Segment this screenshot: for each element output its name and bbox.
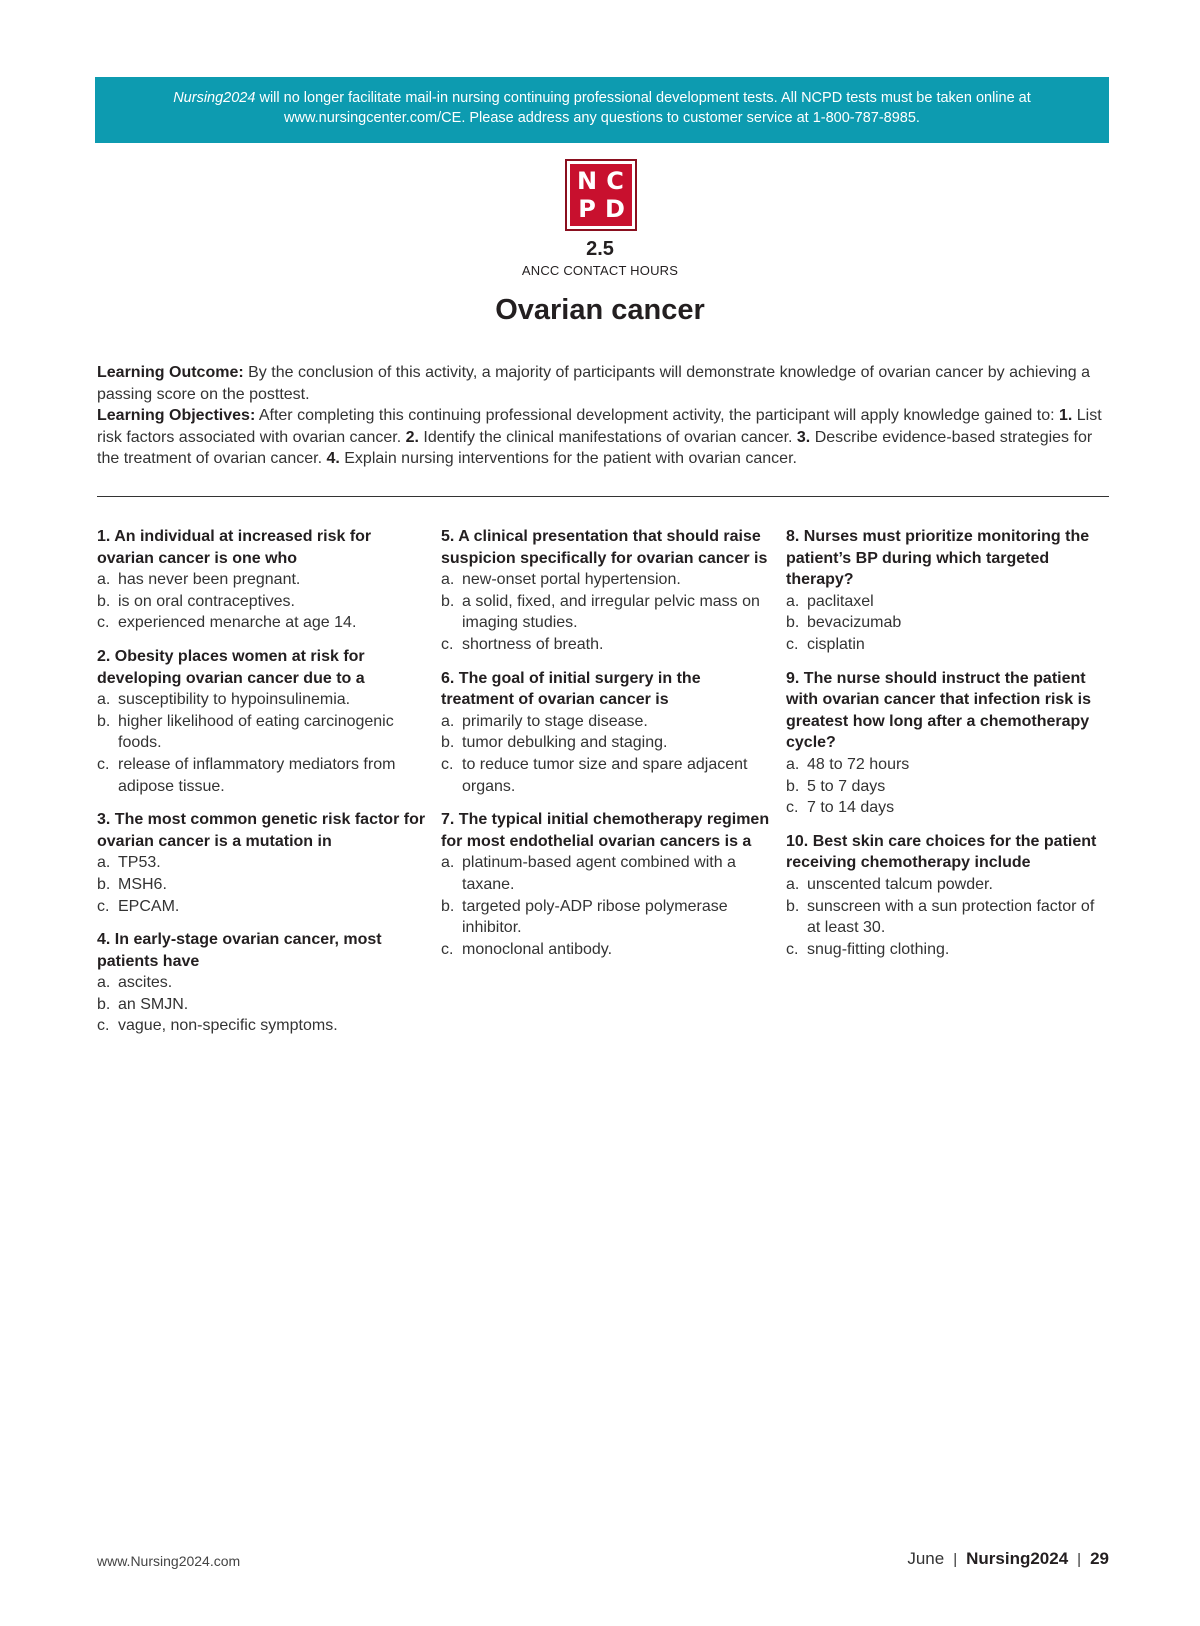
option-letter: a. — [786, 755, 800, 773]
option-letter: c. — [97, 755, 110, 773]
answer-option — [786, 797, 1111, 819]
answer-option — [786, 754, 1111, 776]
answer-option — [97, 896, 427, 918]
question-column-2 — [441, 526, 771, 972]
question-stem: 9. The nurse should instruct the patient with ovarian cancer that infection risk is greatest how long after a chemotherapy cycle? — [786, 669, 1091, 752]
answer-option — [786, 634, 1111, 656]
option-letter: c. — [441, 635, 454, 653]
option-letter: c. — [97, 614, 110, 632]
option-text: 48 to 72 hours — [807, 755, 910, 773]
footer-separator: | — [953, 1550, 958, 1568]
banner-text: will no longer facilitate mail-in nursing continuing professional development tests. All NCPD tests must be taken online at www.nursingcenter.com/CE. Please address any questions to customer service at 1-800-787-8985. — [255, 90, 1031, 126]
question-column-3 — [786, 526, 1111, 972]
option-letter: a. — [786, 875, 800, 893]
answer-option — [441, 732, 771, 754]
option-letter: b. — [441, 734, 455, 752]
question-stem: 5. A clinical presentation that should raise suspicion specifically for ovarian cancer is — [441, 528, 768, 567]
objective-text: Identify the clinical manifestations of ovarian cancer. — [418, 428, 797, 446]
option-text: 7 to 14 days — [807, 799, 895, 817]
objective-number: 2. — [405, 428, 419, 446]
footer-publication: Nursing2024 — [966, 1549, 1069, 1568]
option-text: susceptibility to hypoinsulinemia. — [118, 691, 351, 709]
answer-option — [786, 591, 1111, 613]
option-text: tumor debulking and staging. — [462, 734, 668, 752]
option-text: experienced menarche at age 14. — [118, 614, 357, 632]
option-text: platinum-based agent combined with a taxane. — [462, 854, 736, 893]
option-letter: a. — [97, 974, 111, 992]
banner-publication: Nursing2024 — [173, 90, 256, 106]
option-letter: c. — [786, 635, 799, 653]
question-2 — [97, 646, 427, 797]
option-text: EPCAM. — [118, 897, 180, 915]
option-text: shortness of breath. — [462, 635, 604, 653]
option-letter: a. — [441, 571, 455, 589]
option-letter: b. — [786, 897, 800, 915]
answer-option — [97, 874, 427, 896]
learning-outcome-label: Learning Outcome: — [97, 364, 244, 381]
logo-letter-p: P — [578, 195, 596, 223]
question-1 — [97, 526, 427, 634]
question-stem: 1. An individual at increased risk for ovarian cancer is one who — [97, 528, 372, 567]
objective-text: List risk factors associated with ovarian cancer. — [97, 407, 1102, 446]
question-3 — [97, 809, 427, 917]
section-divider — [97, 496, 1109, 497]
answer-option — [786, 776, 1111, 798]
question-stem: 10. Best skin care choices for the patient receiving chemotherapy include — [786, 832, 1097, 872]
option-letter: a. — [441, 712, 455, 730]
footer-month: June — [907, 1549, 945, 1568]
option-letter: b. — [786, 777, 800, 795]
answer-option — [441, 852, 771, 895]
option-letter: b. — [97, 592, 111, 610]
question-5 — [441, 526, 771, 656]
option-letter: b. — [97, 995, 111, 1013]
question-stem: 4. In early-stage ovarian cancer, most patients have — [97, 931, 382, 970]
page-number: 29 — [1090, 1549, 1109, 1568]
option-letter: c. — [441, 940, 454, 958]
objective-number: 3. — [796, 428, 811, 446]
answer-option — [786, 874, 1111, 896]
question-8 — [786, 526, 1111, 656]
option-text: higher likelihood of eating carcinogenic foods. — [118, 712, 394, 752]
option-letter: b. — [97, 712, 111, 730]
learning-intro — [97, 362, 1109, 470]
question-4 — [97, 929, 427, 1037]
question-7 — [441, 809, 771, 960]
option-text: vague, non-specific symptoms. — [118, 1017, 338, 1035]
question-6 — [441, 668, 771, 798]
learning-objectives-lead: After completing this continuing professional development activity, the participant will apply knowledge gained to: — [255, 407, 1059, 425]
option-letter: b. — [97, 875, 111, 893]
answer-option — [441, 711, 771, 733]
option-text: sunscreen with a sun protection factor of at least 30. — [807, 897, 1095, 937]
question-stem: 8. Nurses must prioritize monitoring the patient’s BP during which targeted therapy? — [786, 528, 1090, 589]
option-text: ascites. — [118, 974, 173, 992]
option-text: snug-fitting clothing. — [807, 940, 950, 958]
question-stem: 3. The most common genetic risk factor for ovarian cancer is a mutation in — [97, 811, 426, 850]
option-text: primarily to stage disease. — [462, 712, 648, 730]
option-letter: a. — [97, 571, 111, 589]
option-letter: c. — [786, 799, 799, 817]
ncpd-logo — [565, 159, 637, 231]
objective-text: Explain nursing interventions for the patient with ovarian cancer. — [339, 450, 797, 468]
footer-url: www.Nursing2024.com — [97, 1553, 241, 1569]
answer-option — [97, 1015, 427, 1037]
learning-objectives — [97, 405, 1109, 470]
option-letter: c. — [441, 755, 454, 773]
option-text: to reduce tumor size and spare adjacent organs. — [462, 755, 748, 795]
logo-letter-n: N — [576, 167, 598, 195]
footer-page-info — [907, 1549, 1109, 1569]
answer-option — [786, 939, 1111, 961]
option-letter: a. — [786, 592, 800, 610]
option-text: 5 to 7 days — [807, 777, 886, 795]
answer-option — [97, 754, 427, 797]
notice-banner — [95, 77, 1109, 143]
answer-option — [441, 754, 771, 797]
option-letter: a. — [97, 691, 111, 709]
objective-text: Describe evidence-based strategies for the treatment of ovarian cancer. — [97, 428, 1093, 468]
answer-option — [97, 612, 427, 634]
option-text: has never been pregnant. — [118, 571, 301, 589]
contact-hours-label: ANCC CONTACT HOURS — [521, 263, 679, 278]
answer-option — [97, 972, 427, 994]
answer-option — [441, 939, 771, 961]
option-text: monoclonal antibody. — [462, 940, 613, 958]
option-text: MSH6. — [118, 875, 167, 893]
footer-separator: | — [1077, 1550, 1082, 1568]
answer-option — [97, 852, 427, 874]
answer-option — [97, 591, 427, 613]
option-letter: b. — [786, 614, 800, 632]
answer-option — [97, 994, 427, 1016]
option-text: paclitaxel — [807, 592, 874, 610]
answer-option — [97, 689, 427, 711]
question-stem: 2. Obesity places women at risk for developing ovarian cancer due to a — [97, 647, 365, 687]
logo-letter-c: C — [606, 167, 624, 195]
option-letter: a. — [441, 854, 455, 872]
question-10 — [786, 831, 1111, 961]
option-text: targeted poly-ADP ribose polymerase inhibitor. — [462, 897, 728, 937]
answer-option — [441, 569, 771, 591]
answer-option — [97, 569, 427, 591]
answer-option — [786, 896, 1111, 939]
option-text: new-onset portal hypertension. — [462, 571, 681, 589]
learning-outcome — [97, 362, 1109, 405]
option-letter: c. — [786, 940, 799, 958]
question-column-1 — [97, 526, 427, 1049]
option-text: unscented talcum powder. — [807, 875, 993, 893]
question-9 — [786, 668, 1111, 819]
objective-number: 1. — [1058, 407, 1073, 425]
contact-hours-value: 2.5 — [586, 238, 614, 260]
question-stem: 6. The goal of initial surgery in the treatment of ovarian cancer is — [441, 669, 701, 709]
learning-objectives-label: Learning Objectives: — [97, 407, 256, 425]
option-text: is on oral contraceptives. — [118, 592, 295, 610]
answer-option — [441, 634, 771, 656]
objective-number: 4. — [326, 450, 340, 468]
answer-option — [786, 612, 1111, 634]
learning-outcome-text: By the conclusion of this activity, a majority of participants will demonstrate knowledge of ovarian cancer by achieving a passing score on the posttest. — [97, 364, 1091, 403]
option-text: release of inflammatory mediators from adipose tissue. — [118, 755, 396, 795]
option-text: an SMJN. — [118, 995, 189, 1013]
option-letter: b. — [441, 592, 455, 610]
option-letter: c. — [97, 897, 110, 915]
option-text: a solid, fixed, and irregular pelvic mass on imaging studies. — [462, 592, 760, 632]
page-title: Ovarian cancer — [495, 294, 705, 326]
option-letter: a. — [97, 854, 111, 872]
answer-option — [97, 711, 427, 754]
option-letter: b. — [441, 897, 455, 915]
logo-letter-d: D — [605, 195, 625, 223]
option-text: TP53. — [118, 854, 161, 872]
answer-option — [441, 591, 771, 634]
answer-option — [441, 896, 771, 939]
question-stem: 7. The typical initial chemotherapy regimen for most endothelial ovarian cancers is a — [441, 811, 770, 850]
option-letter: c. — [97, 1017, 110, 1035]
option-text: cisplatin — [807, 635, 865, 653]
option-text: bevacizumab — [807, 614, 902, 632]
